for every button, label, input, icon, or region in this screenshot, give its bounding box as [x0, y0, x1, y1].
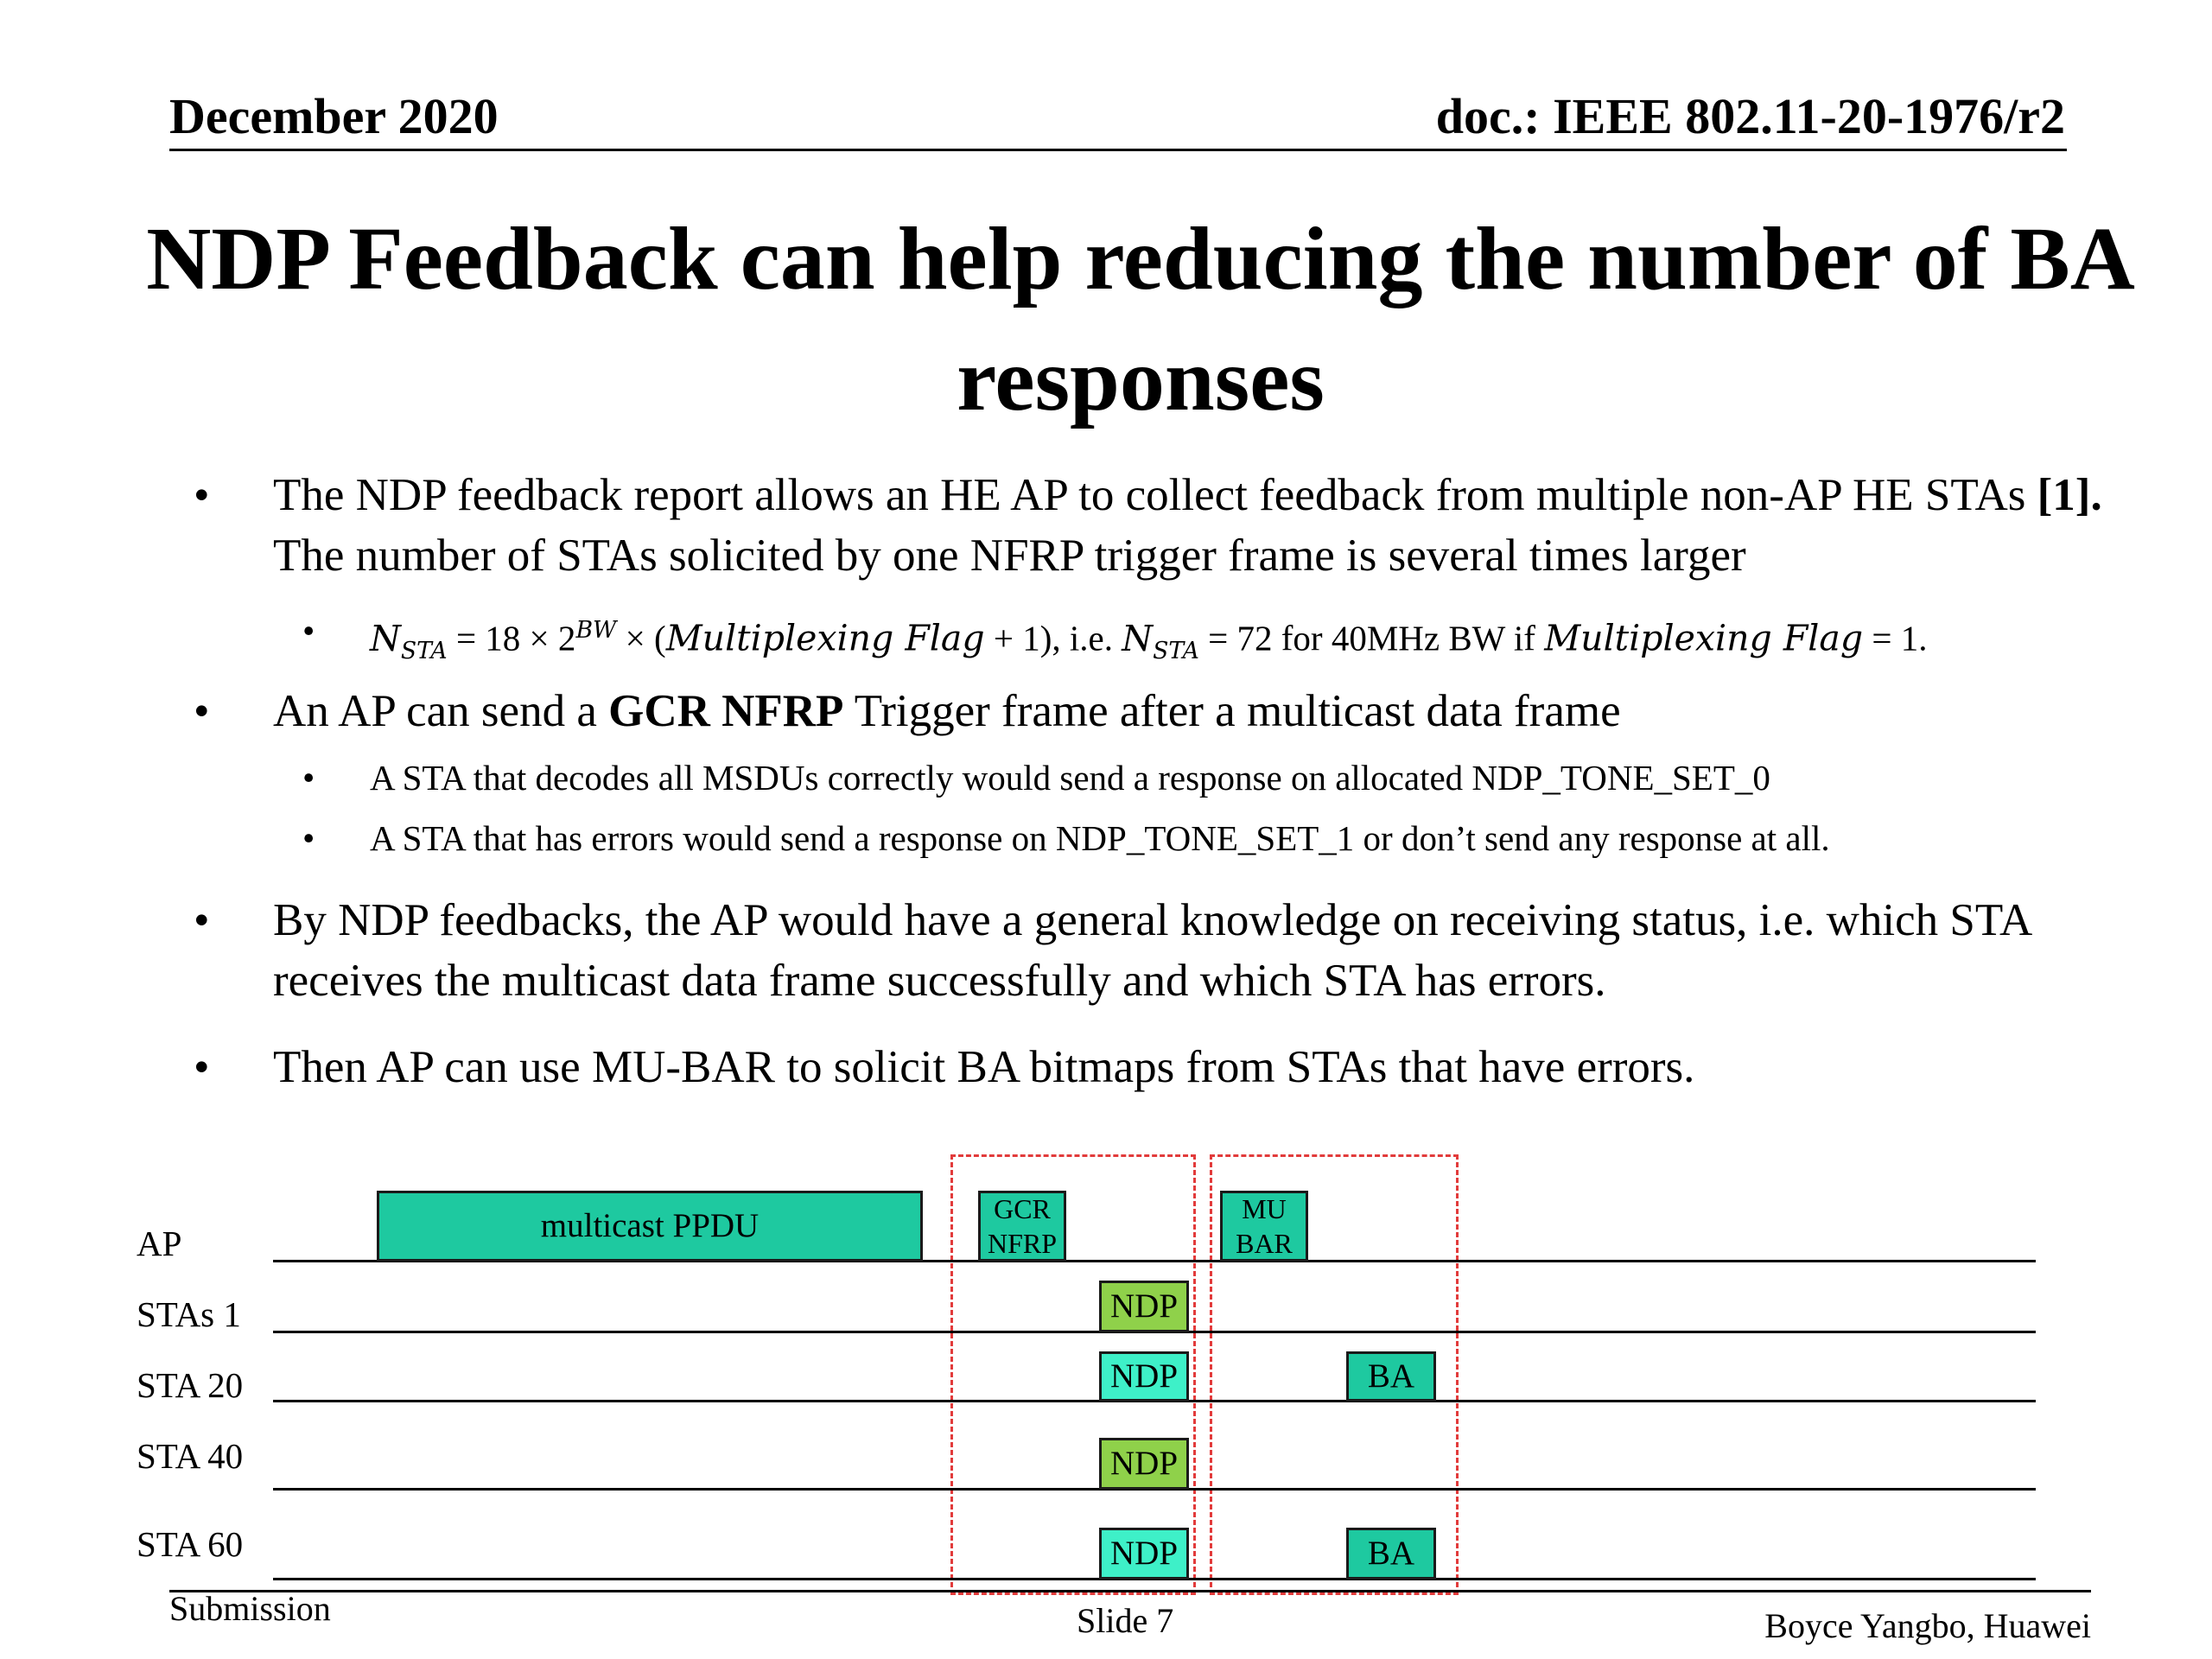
lane-label-sta40: STA 40: [137, 1436, 244, 1476]
lane-label-sta60: STA 60: [137, 1524, 244, 1564]
bullet-1-text: The NDP feedback report allows an HE AP to collect feedback from multiple non-AP HE STAs: [273, 470, 2037, 520]
bullet-dot: •: [194, 1042, 210, 1092]
formula-flag2: Multiplexing Flag: [1544, 617, 1864, 659]
header-rule: [169, 149, 2067, 151]
lane-label-sta1: STAs 1: [137, 1294, 241, 1334]
formula-n2: N: [1122, 617, 1154, 659]
sub-bullet-1: [302, 752, 2141, 804]
lane-label-sta20: STA 20: [137, 1365, 244, 1405]
mu-bar-line1: MU: [1242, 1193, 1287, 1224]
bullet-4: [194, 1037, 2131, 1097]
formula-bw: BW: [575, 617, 617, 644]
header-doc-id: doc.: IEEE 802.11-20-1976/r2: [1435, 88, 2065, 144]
bullet-3-text: By NDP feedbacks, the AP would have a general knowledge on receiving status, i.e. which STA receives the multicast data frame successfully and which STA has errors.: [273, 895, 2031, 1006]
formula-times: × (: [616, 618, 666, 658]
bullet-dot: •: [302, 611, 315, 651]
bullet-2: [194, 681, 2131, 741]
footer-slide-number: Slide 7: [1077, 1601, 1174, 1640]
ndp-box-sta40: NDP: [1099, 1438, 1189, 1490]
bullet-4-text: Then AP can use MU-BAR to solicit BA bitmaps from STAs that have errors.: [273, 1042, 1695, 1092]
bullet-dot: •: [194, 470, 210, 520]
bullet-dot: •: [194, 686, 210, 736]
bullet-2-text-end: Trigger frame after a multicast data frame: [843, 686, 1621, 736]
formula-plus: + 1), i.e.: [984, 618, 1122, 658]
formula-sta: STA: [400, 637, 448, 664]
bullet-2-text: An AP can send a: [273, 686, 609, 736]
formula-bullet: [302, 605, 2141, 677]
gcr-nfrp-line1: GCR: [994, 1193, 1051, 1224]
formula-sta2: STA: [1153, 637, 1199, 664]
ndp-box-sta60: NDP: [1099, 1528, 1189, 1580]
bullet-dot: •: [302, 818, 315, 858]
bullet-dot: •: [194, 895, 210, 945]
bullet-1-citation: [1].: [2037, 470, 2102, 520]
gcr-nfrp-line2: NFRP: [987, 1228, 1058, 1259]
sub-bullet-2-text: A STA that has errors would send a response on NDP_TONE_SET_1 or don’t send any response at all.: [370, 818, 1830, 858]
slide-title: NDP Feedback can help reducing the number of BA responses: [146, 209, 2135, 429]
ndp-box-sta20: NDP: [1099, 1351, 1189, 1402]
mu-bar-line2: BAR: [1236, 1228, 1293, 1259]
header-date: December 2020: [169, 88, 499, 144]
multicast-ppdu-box: multicast PPDU: [377, 1191, 923, 1262]
bullet-2-bold: GCR NFRP: [608, 686, 844, 736]
footer-rule: [169, 1590, 2091, 1592]
formula-eq2: = 72 for 40MHz BW if: [1198, 618, 1545, 658]
formula-eq: = 18 × 2: [447, 618, 576, 658]
footer-submission: Submission: [169, 1589, 331, 1628]
bullet-1: [194, 465, 2131, 586]
lane-label-ap: AP: [137, 1224, 182, 1263]
ba-box-sta20: BA: [1346, 1351, 1436, 1402]
bullet-1-text-end: The number of STAs solicited by one NFRP trigger frame is several times larger: [273, 531, 1746, 581]
ndp-box-sta1: NDP: [1099, 1281, 1189, 1332]
gcr-nfrp-box: [978, 1191, 1066, 1262]
sub-bullet-1-text: A STA that decodes all MSDUs correctly would send a response on allocated NDP_TONE_SET_0: [370, 758, 1770, 798]
bullet-dot: •: [302, 758, 315, 798]
formula-flag: Multiplexing Flag: [665, 617, 985, 659]
bullet-3: [194, 890, 2131, 1011]
footer-author: Boyce Yangbo, Huawei: [1764, 1606, 2091, 1645]
formula-end: = 1.: [1863, 618, 1928, 658]
mu-bar-box: [1220, 1191, 1308, 1262]
formula-n: N: [370, 617, 401, 659]
sub-bullet-2: [302, 812, 2141, 864]
ba-box-sta60: BA: [1346, 1528, 1436, 1580]
